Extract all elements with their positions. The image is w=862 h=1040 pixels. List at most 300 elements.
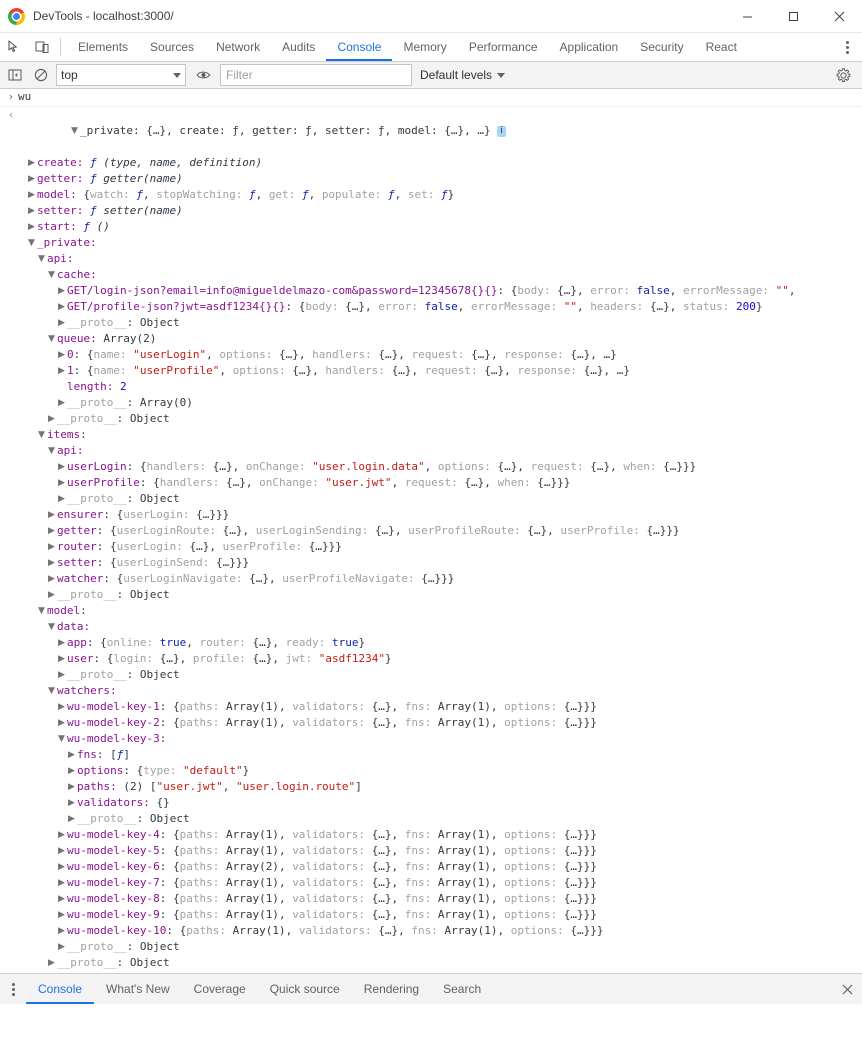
tree-token: } (358, 636, 366, 649)
drawer-tab-quick-source[interactable] (258, 974, 352, 1004)
tree-token: validators: (292, 716, 372, 729)
tree-token: errorMessage: (682, 284, 776, 297)
inspect-element-icon[interactable] (0, 33, 28, 61)
tree-token: "user.jwt" (325, 476, 392, 489)
tree-token: __proto__ (67, 316, 127, 329)
tree-token: , (391, 476, 405, 489)
collapse-arrow-icon[interactable]: ▶ (58, 286, 65, 296)
object-tree-row[interactable] (18, 363, 796, 379)
tree-token: : { (159, 892, 180, 905)
tree-token: { (83, 188, 90, 201)
collapse-arrow-icon[interactable]: ▶ (58, 830, 65, 840)
tree-token: options: (504, 700, 564, 713)
object-tree-row[interactable] (18, 379, 796, 395)
tree-token: paths: (179, 844, 226, 857)
tree-token: fns: (404, 892, 438, 905)
device-toolbar-icon[interactable] (28, 33, 56, 61)
collapse-arrow-icon[interactable]: ▶ (68, 750, 75, 760)
expand-arrow-icon[interactable]: ▼ (48, 446, 55, 456)
expand-arrow-icon[interactable]: ▼ (70, 126, 78, 136)
tree-token: profile: (192, 652, 253, 665)
expand-arrow-icon[interactable]: ▼ (28, 238, 35, 248)
minimize-icon[interactable] (724, 0, 770, 32)
tree-token: , (219, 364, 233, 377)
tree-token: : Object (126, 668, 180, 681)
tree-token: } (447, 188, 455, 201)
object-tree-row[interactable] (18, 667, 796, 683)
tree-token: , (490, 876, 505, 889)
tree-token: {…} (215, 556, 236, 569)
expand-arrow-icon[interactable]: ▼ (48, 686, 55, 696)
collapse-arrow-icon[interactable]: ▶ (58, 878, 65, 888)
tree-token: , (490, 700, 505, 713)
object-tree-row[interactable] (18, 795, 796, 811)
tree-token: paths: (179, 876, 226, 889)
tree-token: {…} (646, 524, 667, 537)
tree-token: : Object (116, 588, 170, 601)
tree-token: {…} (583, 364, 604, 377)
tab-label: Sources (150, 40, 195, 54)
object-tree-root[interactable] (18, 107, 796, 155)
drawer-tab-console[interactable] (26, 974, 94, 1004)
tree-token: error: (378, 300, 425, 313)
tree-token: request: (411, 348, 472, 361)
tab-application[interactable] (549, 33, 630, 61)
object-tree-row[interactable] (18, 587, 796, 603)
tree-token: validators: (292, 828, 372, 841)
expand-arrow-icon[interactable]: ▼ (38, 254, 45, 264)
tree-token: : { (86, 636, 107, 649)
collapse-arrow-icon[interactable]: ▶ (58, 462, 65, 472)
tree-token: 200 (735, 300, 756, 313)
expand-arrow-icon[interactable]: ▼ (58, 734, 65, 744)
tree-token: userLoginNavigate: (123, 572, 250, 585)
tree-token: request: (424, 364, 485, 377)
tree-token: , (490, 828, 505, 841)
collapse-arrow-icon[interactable]: ▶ (28, 174, 35, 184)
tree-token: user (67, 652, 94, 665)
collapse-arrow-icon[interactable]: ▶ (58, 638, 65, 648)
close-drawer-icon[interactable] (832, 974, 862, 1004)
tab-audits[interactable] (271, 33, 326, 61)
object-tree-row[interactable] (18, 235, 796, 251)
tree-token: , (285, 924, 299, 937)
tree-token: 0 (67, 348, 74, 361)
object-tree-row[interactable] (18, 683, 796, 699)
object-tree-row[interactable] (18, 955, 796, 971)
tree-token: start: (37, 220, 84, 233)
collapse-arrow-icon[interactable]: ▶ (48, 958, 55, 968)
object-tree-row[interactable] (18, 299, 796, 315)
tree-token: , …} (603, 364, 631, 377)
tree-token: ƒ (248, 188, 256, 201)
collapse-arrow-icon[interactable]: ▶ (48, 414, 55, 424)
object-tree-row[interactable] (18, 347, 796, 363)
object-tree-row[interactable] (18, 779, 796, 795)
tab-performance[interactable] (458, 33, 549, 61)
tree-token: paths: (179, 908, 226, 921)
tree-token: "userProfile" (133, 364, 220, 377)
collapse-arrow-icon[interactable]: ▶ (58, 366, 65, 376)
tree-token: fns: (404, 700, 438, 713)
close-icon[interactable] (816, 0, 862, 32)
tree-token: jwt: (285, 652, 319, 665)
tree-token: options: (504, 860, 564, 873)
object-tree-row[interactable] (18, 251, 796, 267)
collapse-arrow-icon[interactable]: ▶ (58, 654, 65, 664)
tree-token: : { (96, 524, 117, 537)
tab-label: Console (337, 40, 382, 54)
tree-token: cache: (57, 268, 97, 281)
object-tree-row[interactable] (18, 555, 796, 571)
tree-token: Array(1) (225, 908, 279, 921)
object-tree-row[interactable] (18, 475, 796, 491)
collapse-arrow-icon[interactable]: ▶ (58, 494, 65, 504)
tree-token: } (242, 764, 250, 777)
tree-token: }} (583, 876, 597, 889)
tab-label: Elements (78, 40, 129, 54)
object-tree-row[interactable] (18, 187, 796, 203)
object-tree-row[interactable] (18, 219, 796, 235)
tab-security[interactable] (629, 33, 694, 61)
tree-token: 2 (119, 380, 127, 393)
tree-token: }} (683, 460, 697, 473)
collapse-arrow-icon[interactable]: ▶ (48, 542, 55, 552)
live-expression-icon[interactable] (190, 63, 216, 87)
tree-token: {…} (421, 572, 442, 585)
tree-token: {…} (371, 892, 392, 905)
tree-token: {…} (563, 860, 584, 873)
tree-token: {…} (570, 924, 591, 937)
drawer-tab-coverage[interactable] (182, 974, 258, 1004)
collapse-arrow-icon[interactable]: ▶ (68, 766, 75, 776)
collapse-arrow-icon[interactable]: ▶ (28, 158, 35, 168)
object-tree-row[interactable] (18, 939, 796, 955)
collapse-arrow-icon[interactable]: ▶ (68, 814, 75, 824)
object-tree-row[interactable] (18, 315, 796, 331)
tree-token: (type, name, definition) (103, 156, 263, 169)
object-tree-row[interactable] (18, 203, 796, 219)
tree-token: : { (73, 364, 94, 377)
collapse-arrow-icon[interactable]: ▶ (58, 350, 65, 360)
tree-token: }} (583, 716, 597, 729)
collapse-arrow-icon[interactable]: ▶ (58, 846, 65, 856)
tree-token: Array(1) (232, 924, 286, 937)
tree-token: , (391, 876, 405, 889)
object-tree-row[interactable] (18, 811, 796, 827)
tree-token: Array(1) (444, 924, 498, 937)
console-sidebar-icon[interactable] (2, 63, 28, 87)
tree-token: {…} (563, 876, 584, 889)
tree-token: , (391, 908, 405, 921)
tab-sources[interactable] (139, 33, 205, 61)
tree-token: onChange: (245, 460, 313, 473)
tree-token: {…} (189, 540, 210, 553)
object-tree-row[interactable] (18, 523, 796, 539)
tree-token: {…} (527, 524, 548, 537)
log-levels-value: Default levels (420, 68, 493, 82)
collapse-arrow-icon[interactable]: ▶ (58, 862, 65, 872)
tree-token: userProfile (67, 476, 140, 489)
tree-token: userLoginRoute: (116, 524, 223, 537)
tree-token: wu-model-key-1 (67, 700, 160, 713)
settings-gear-icon[interactable] (830, 63, 856, 87)
tree-token: {…} (308, 540, 329, 553)
collapse-arrow-icon[interactable]: ▶ (58, 398, 65, 408)
collapse-arrow-icon[interactable]: ▶ (48, 574, 55, 584)
object-tree-row[interactable] (18, 411, 796, 427)
tree-token: false (424, 300, 458, 313)
tree-token: : { (93, 652, 114, 665)
tree-token: create: (37, 156, 90, 169)
clear-console-icon[interactable] (28, 63, 54, 87)
tree-token: paths: (77, 780, 124, 793)
object-tree-row[interactable] (18, 619, 796, 635)
tree-token: "userLogin" (133, 348, 207, 361)
tree-token: Array(1) (225, 844, 279, 857)
collapse-arrow-icon[interactable]: ▶ (68, 798, 75, 808)
object-tree-row[interactable] (18, 747, 796, 763)
object-tree-row[interactable] (18, 827, 796, 843)
tree-token: : { (285, 300, 306, 313)
tree-token: Array(1) (437, 892, 491, 905)
object-tree-row[interactable] (18, 843, 796, 859)
object-tree-row[interactable] (18, 395, 796, 411)
object-tree-row[interactable] (18, 635, 796, 651)
tab-network[interactable] (205, 33, 271, 61)
tree-token: router: (199, 636, 253, 649)
tree-token: {…} (371, 828, 392, 841)
collapse-arrow-icon[interactable]: ▶ (58, 894, 65, 904)
collapse-arrow-icon[interactable]: ▶ (58, 702, 65, 712)
tree-token: __proto__ (67, 668, 127, 681)
tree-token: {…} (484, 364, 505, 377)
tab-memory[interactable] (392, 33, 457, 61)
tree-token: Array(1) (437, 844, 491, 857)
object-tree-row[interactable] (18, 651, 796, 667)
object-tree-row[interactable] (18, 171, 796, 187)
tree-token: "asdf1234" (318, 652, 385, 665)
collapse-arrow-icon[interactable]: ▶ (58, 926, 65, 936)
object-tree-row[interactable] (18, 603, 796, 619)
tree-token: getter(name) (103, 172, 183, 185)
tree-token: , (490, 348, 505, 361)
tree-token: 1 (67, 364, 74, 377)
tree-token: "user.login.data" (312, 460, 425, 473)
tree-token: app (67, 636, 87, 649)
collapse-arrow-icon[interactable]: ▶ (48, 558, 55, 568)
tree-token: : { (497, 284, 518, 297)
object-tree-row[interactable] (18, 907, 796, 923)
tree-token: {…} (212, 460, 233, 473)
object-tree-row[interactable] (18, 427, 796, 443)
tree-token: }} (583, 860, 597, 873)
drawer-menu-icon[interactable] (0, 978, 26, 1000)
tree-token: setter (57, 556, 97, 569)
object-tree-children[interactable] (18, 155, 796, 973)
object-tree-row[interactable] (18, 459, 796, 475)
object-tree-row[interactable] (18, 875, 796, 891)
collapse-arrow-icon[interactable]: ▶ (58, 478, 65, 488)
tree-token: Array(1) (437, 700, 491, 713)
tree-token: , (394, 524, 409, 537)
drawer-tab-rendering[interactable] (352, 974, 431, 1004)
object-tree-row[interactable] (18, 155, 796, 171)
tree-token: userLogin (67, 460, 127, 473)
tree-token: ] (355, 780, 362, 793)
tree-token: {…} (378, 348, 399, 361)
tree-token: options: (504, 908, 564, 921)
tree-token: _private: (37, 236, 97, 249)
collapse-arrow-icon[interactable]: ▶ (58, 910, 65, 920)
tree-token: paths: (179, 828, 226, 841)
tree-token: , (278, 860, 293, 873)
object-tree-row[interactable] (18, 491, 796, 507)
execution-context-select[interactable] (56, 64, 186, 86)
info-badge[interactable]: i (497, 126, 506, 137)
tree-token: Array(2) (103, 332, 157, 345)
tree-token: {…} (471, 348, 491, 361)
object-tree-row[interactable] (18, 539, 796, 555)
tree-token: , (484, 476, 498, 489)
tree-token: }} (328, 540, 342, 553)
expand-arrow-icon[interactable]: ▼ (38, 606, 45, 616)
filter-input[interactable]: Filter (220, 64, 412, 86)
collapse-arrow-icon[interactable]: ▶ (28, 222, 35, 232)
tree-token: , (142, 188, 157, 201)
tree-token: ] (123, 748, 130, 761)
tree-token: {…} (391, 364, 412, 377)
tree-token: wu-model-key-7 (67, 876, 160, 889)
object-tree-row[interactable] (18, 859, 796, 875)
tab-label: Security (640, 40, 684, 54)
tree-token: ƒ (89, 172, 104, 185)
tree-token: __proto__ (57, 956, 117, 969)
object-tree-row[interactable] (18, 763, 796, 779)
tab-elements[interactable] (67, 33, 139, 61)
tree-token: wu-model-key-8 (67, 892, 160, 905)
tree-token: validators: (292, 860, 372, 873)
tree-token: , (245, 476, 260, 489)
tab-label: Application (559, 40, 619, 54)
tree-token: options: (504, 828, 564, 841)
tree-token: }} (583, 892, 597, 905)
collapse-arrow-icon[interactable]: ▶ (58, 318, 65, 328)
tree-token: userProfileRoute: (408, 524, 528, 537)
collapse-arrow-icon[interactable]: ▶ (58, 942, 65, 952)
collapse-arrow-icon[interactable]: ▶ (58, 302, 65, 312)
tree-token: : { (123, 764, 144, 777)
tree-token: watcher (57, 572, 104, 585)
maximize-icon[interactable] (770, 0, 816, 32)
object-tree-row[interactable] (18, 923, 796, 939)
window-controls (724, 0, 862, 32)
tree-token: {…} (249, 572, 269, 585)
collapse-arrow-icon[interactable]: ▶ (48, 526, 55, 536)
tree-token: , (278, 700, 293, 713)
tree-token: handlers: (312, 348, 379, 361)
collapse-arrow-icon[interactable]: ▶ (68, 782, 75, 792)
collapse-arrow-icon[interactable]: ▶ (58, 718, 65, 728)
tree-token: when: (497, 476, 538, 489)
output-chevron-icon: ‹ (8, 108, 14, 121)
tree-token: Array(1) (225, 828, 279, 841)
tree-token: , (576, 284, 591, 297)
collapse-arrow-icon[interactable]: ▶ (28, 206, 35, 216)
drawer-tab-whats-new[interactable] (94, 974, 182, 1004)
object-tree-row[interactable] (18, 507, 796, 523)
tree-token: GET/profile-json?jwt=asdf1234{}{} (67, 300, 286, 313)
collapse-arrow-icon[interactable]: ▶ (28, 190, 35, 200)
collapse-arrow-icon[interactable]: ▶ (48, 590, 55, 600)
expand-arrow-icon[interactable]: ▼ (38, 430, 45, 440)
tree-token: handlers: (146, 460, 213, 473)
object-tree-row[interactable] (18, 267, 796, 283)
tree-token: setter: (37, 204, 90, 217)
object-tree-row[interactable] (18, 891, 796, 907)
tree-token: errorMessage: (471, 300, 564, 313)
tab-console[interactable] (326, 33, 392, 61)
drawer-tab-bar (0, 973, 862, 1004)
tree-token: , (278, 716, 293, 729)
tree-token: , (255, 188, 269, 201)
log-levels-dropdown[interactable] (420, 68, 505, 82)
tree-token: : { (159, 844, 180, 857)
tree-token: , (424, 460, 438, 473)
tree-token: userProfile: (560, 524, 647, 537)
tree-token: model: (37, 188, 84, 201)
tree-token: , (298, 348, 313, 361)
object-tree-row[interactable] (18, 699, 796, 715)
tree-token: {…} (497, 460, 518, 473)
expand-arrow-icon[interactable]: ▼ (48, 622, 55, 632)
tree-token: , (232, 460, 246, 473)
object-tree-row[interactable] (18, 571, 796, 587)
object-tree-row[interactable] (18, 715, 796, 731)
tree-token: : Object (116, 956, 170, 969)
tree-token: {…} (371, 908, 392, 921)
tree-token: fns: (404, 828, 438, 841)
tree-token: }} (583, 844, 597, 857)
tree-token: : { (73, 348, 94, 361)
tree-token: options (77, 764, 124, 777)
expand-arrow-icon[interactable]: ▼ (48, 334, 55, 344)
expand-arrow-icon[interactable]: ▼ (48, 270, 55, 280)
tree-token: {…} (371, 860, 392, 873)
object-tree-row[interactable] (18, 283, 796, 299)
drawer-tab-label: What's New (106, 982, 170, 996)
tree-token: Array(1) (437, 876, 491, 889)
drawer-tab-search[interactable] (431, 974, 493, 1004)
tree-token: }} (215, 508, 230, 521)
object-tree-row[interactable] (18, 443, 796, 459)
more-options-icon[interactable] (836, 36, 858, 58)
object-tree-row[interactable] (18, 731, 796, 747)
tree-token: GET/login-json?email=info@migueldelmazo-com&password=12345678{}{} (67, 284, 498, 297)
tree-token: , (278, 908, 293, 921)
tab-label: React (705, 40, 737, 54)
input-chevron-icon: › (8, 90, 14, 103)
object-tree-row[interactable] (18, 331, 796, 347)
console-output[interactable] (0, 89, 862, 973)
tab-react[interactable] (695, 33, 748, 61)
collapse-arrow-icon[interactable]: ▶ (58, 670, 65, 680)
collapse-arrow-icon[interactable]: ▶ (48, 510, 55, 520)
tree-token: {…} (371, 876, 392, 889)
object-tree[interactable] (18, 107, 796, 973)
tree-token: {…} (278, 348, 299, 361)
tree-token: populate: (321, 188, 389, 201)
